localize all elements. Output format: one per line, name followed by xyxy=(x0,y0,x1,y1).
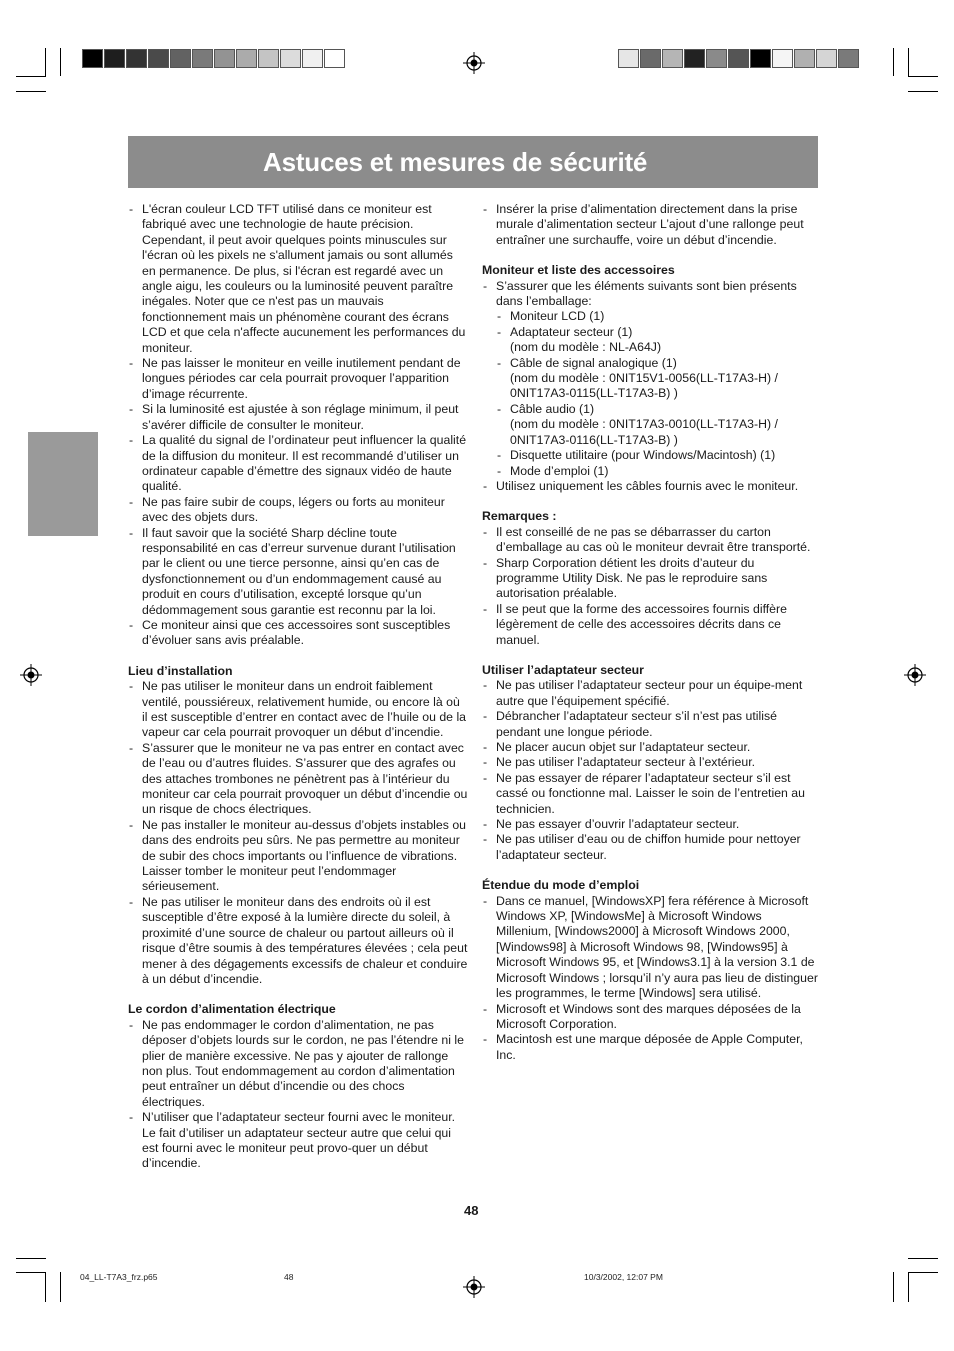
list-item: - Il faut savoir que la société Sharp décline toute responsabilité en cas d’erreur survenue durant l’utilisation par le client ou une tierce personne, ainsi qu’en cas de dysfonctionnement ou d’un endommagement causé au produit en cours d’utilisation, excepté lorsque qu’un dédommagement sous garantie est reconnu par la loi. xyxy=(128,526,468,618)
accessory-line: - Disquette utilitaire (pour Windows/Macintosh) (1) xyxy=(510,448,776,463)
color-swatch xyxy=(82,49,103,68)
cordon-list xyxy=(128,1018,468,1172)
intro-list xyxy=(128,202,468,649)
accessories-sub-list xyxy=(496,309,820,478)
list-item: - La qualité du signal de l’ordinateur peut influencer la qualité de la diffusion du moniteur. Il est recommandé d’utiliser un ordinateur capable d’émettre des signaux vidéo de haute qualité. xyxy=(128,433,468,495)
list-item: - Si la luminosité est ajustée à son réglage minimum, il peut s’avérer difficile de consulter le moniteur. xyxy=(128,402,468,433)
list-item: - N’utiliser que l’adaptateur secteur fourni avec le moniteur. Le fait d’utiliser un adaptateur secteur autre que celui qui est fourni avec le moniteur peut provo-quer un début d’incendie. xyxy=(128,1110,468,1172)
list-item: - Ne placer aucun objet sur l’adaptateur secteur. xyxy=(482,740,820,755)
accessory-line: - Câble audio (1) xyxy=(510,401,595,416)
accessory-line: 0NIT17A3-0115(LL-T17A3-B) ) xyxy=(510,386,678,401)
section-heading-adaptateur: Utiliser l’adaptateur secteur xyxy=(482,662,644,677)
list-item: - Débrancher l’adaptateur secteur s’il n’est pas utilisé pendant une longue période. xyxy=(482,709,820,740)
list-item: - Ne pas laisser le moniteur en veille inutilement pendant de longues périodes car cela pourrait provoquer l’apparition d’image récurrente. xyxy=(128,356,468,402)
color-swatch xyxy=(772,49,793,68)
title-bar xyxy=(128,136,818,188)
color-swatch xyxy=(728,49,749,68)
color-swatch xyxy=(662,49,683,68)
accessory-item xyxy=(496,325,820,356)
intro-list xyxy=(482,202,820,248)
section-heading-installation: Lieu d’installation xyxy=(128,663,233,678)
list-item: - Ne pas utiliser l’adaptateur secteur pour un équipe-ment autre que l’équipement spécifié. xyxy=(482,678,820,709)
page-title: Astuces et mesures de sécurité xyxy=(263,147,648,177)
list-item: - Ne pas installer le moniteur au-dessus d’objets instables ou dans des endroits peu sûrs. Ne pas permettre au moniteur de subir des chocs importants ou l’influence de vibrations. Laisser tomber le moniteur peut l’endommager sérieusement. xyxy=(128,818,468,895)
registration-mark-icon xyxy=(20,664,42,686)
color-swatch xyxy=(280,49,301,68)
color-swatch xyxy=(816,49,837,68)
registration-mark-icon xyxy=(904,664,926,686)
accessory-line: - Câble de signal analogique (1) xyxy=(510,355,677,370)
list-item: - Ne pas utiliser d’eau ou de chiffon humide pour nettoyer l’adaptateur secteur. xyxy=(482,832,820,863)
list-item: - Ne pas utiliser l’adaptateur secteur à l’extérieur. xyxy=(482,755,820,770)
color-swatch-strip-right xyxy=(618,49,860,68)
list-item: - S’assurer que les éléments suivants sont bien présents dans l’emballage: - Moniteur LCD (1) - Adaptateur secteur (1) (nom du modèle : NL-A64J) - Câble de signal analogique (1) (nom du modèle : 0NIT15V1-0056(LL-T17A3-H) / 0NIT17A3-0115(LL-T17A3-B) ) - Câble audio (1) (nom du modèle : 0NIT17A3-0010(LL-T17A3-H) / 0NIT17A3-0116(LL-T17A3-B) ) - Disquette utilitaire (pour Windows/Macintosh) (1) - Mode d’emploi (1) xyxy=(482,279,820,479)
color-swatch xyxy=(302,49,323,68)
color-swatch xyxy=(794,49,815,68)
list-item: - Ne pas faire subir de coups, légers ou forts au moniteur avec des objets durs. xyxy=(128,495,468,526)
color-swatch xyxy=(706,49,727,68)
etendue-list xyxy=(482,894,820,1063)
color-swatch-strip-left xyxy=(82,49,346,68)
installation-list xyxy=(128,679,468,987)
section-heading-etendue: Étendue du mode d’emploi xyxy=(482,878,640,893)
list-item: - Ne pas utiliser le moniteur dans des endroits où il est susceptible d’être exposé à la lumière directe du soleil, à proximité d’une source de chaleur ou partout ailleurs où il risque d’être soumis à des températures élevées ; cela peut mener à des dégagements excessifs de chaleur et conduire à un début d’incendie. xyxy=(128,895,468,987)
section-heading-remarques: Remarques : xyxy=(482,509,557,524)
list-item: - Microsoft et Windows sont des marques déposées de la Microsoft Corporation. xyxy=(482,1002,820,1033)
accessory-line: 0NIT17A3-0116(LL-T17A3-B) ) xyxy=(510,432,678,447)
accessory-line: (nom du modèle : 0NIT17A3-0010(LL-T17A3-H) / xyxy=(510,417,778,432)
adaptateur-list xyxy=(482,678,820,863)
registration-mark-icon xyxy=(463,1276,485,1298)
left-column xyxy=(128,202,468,1172)
color-swatch xyxy=(214,49,235,68)
color-swatch xyxy=(684,49,705,68)
footer-file: 04_LL-T7A3_frz.p65 xyxy=(80,1272,158,1282)
accessory-item xyxy=(496,402,820,448)
list-item: - Il se peut que la forme des accessoires fournis diffère légèrement de celle des accessoires décrits dans ce manuel. xyxy=(482,602,820,648)
list-item: - Ne pas utiliser le moniteur dans un endroit faiblement ventilé, poussiéreux, relativement humide, ou encore là où il est susceptible d’entrer en contact avec de l’huile ou de la vapeur car cela pourrait provoquer un début d’incendie. xyxy=(128,679,468,741)
color-swatch xyxy=(618,49,639,68)
list-item: - Ne pas essayer d’ouvrir l’adaptateur secteur. xyxy=(482,817,820,832)
color-swatch xyxy=(750,49,771,68)
list-item: - Utilisez uniquement les câbles fournis avec le moniteur. xyxy=(482,479,820,494)
list-item: - Ne pas essayer de réparer l’adaptateur secteur s’il est cassé ou fonctionne mal. Laisser le soin de l’entretien au technicien. xyxy=(482,771,820,817)
color-swatch xyxy=(324,49,345,68)
accessory-item xyxy=(496,448,820,463)
accessory-item xyxy=(496,464,820,479)
color-swatch xyxy=(104,49,125,68)
list-item: - S’assurer que le moniteur ne va pas entrer en contact avec de l’eau ou d’autres fluides. S’assurer que des agrafes ou des attaches trombones ne pénètrent pas à l’intérieur du moniteur car cela pourrait provoquer un début d’incendie ou un risque de chocs électriques. xyxy=(128,741,468,818)
color-swatch xyxy=(258,49,279,68)
accessory-line: (nom du modèle : NL-A64J) xyxy=(510,340,662,355)
color-swatch xyxy=(838,49,859,68)
right-column xyxy=(482,202,820,1063)
list-item: - Macintosh est une marque déposée de Apple Computer, Inc. xyxy=(482,1032,820,1063)
section-heading-cordon: Le cordon d’alimentation électrique xyxy=(128,1002,336,1017)
page-number: 48 xyxy=(464,1203,479,1218)
footer-datetime: 10/3/2002, 12:07 PM xyxy=(584,1272,663,1282)
color-swatch xyxy=(640,49,661,68)
accessories-list xyxy=(482,279,820,495)
color-swatch xyxy=(236,49,257,68)
registration-mark-icon xyxy=(463,52,485,74)
accessory-line: - Mode d’emploi (1) xyxy=(510,463,609,478)
list-item: - Dans ce manuel, [WindowsXP] fera référence à Microsoft Windows XP, [WindowsMe] à Microsoft Windows Millenium, [Windows2000] à Microsoft Windows 2000, [Windows98] à Microsoft Windows 98, [Windows95] à Microsoft Windows 95, et [Windows3.1] à la version 3.1 de Microsoft Windows ; lorsqu’il n’y aura pas lieu de distinguer les programmes, le terme [Windows] sera utilisé. xyxy=(482,894,820,1002)
list-item: - Ce moniteur ainsi que ces accessoires sont susceptibles d’évoluer sans avis préalable. xyxy=(128,618,468,649)
list-item: - Insérer la prise d’alimentation directement dans la prise murale d’alimentation secteur L’ajout d’une rallonge peut entraîner une surchauffe, voire un début d’incendie. xyxy=(482,202,820,248)
section-heading-accessories: Moniteur et liste des accessoires xyxy=(482,263,675,278)
remarques-list xyxy=(482,525,820,648)
list-item: - L'écran couleur LCD TFT utilisé dans ce moniteur est fabriqué avec une technologie de haute précision. Cependant, il peut avoir quelques points minuscules sur l'écran où les pixels ne s'allument jamais ou sont allumés en permanence. De plus, si l'écran est regardé avec un angle aigu, les couleurs ou la luminosité peuvent paraître inégales. Noter que ce n'est pas un mauvais fonctionnement mais un phénomène courant des écrans LCD et que cela n'affecte aucunement les performances du moniteur. xyxy=(128,202,468,356)
accessory-item xyxy=(496,309,820,324)
list-item: - Sharp Corporation détient les droits d’auteur du programme Utility Disk. Ne pas le reproduire sans autorisation préalable. xyxy=(482,556,820,602)
side-tab xyxy=(28,432,98,536)
accessory-line: (nom du modèle : 0NIT15V1-0056(LL-T17A3-H) / xyxy=(510,371,778,386)
color-swatch xyxy=(170,49,191,68)
accessory-line: - Moniteur LCD (1) xyxy=(510,309,605,324)
accessory-item xyxy=(496,356,820,402)
list-item: - Ne pas endommager le cordon d’alimentation, ne pas déposer d’objets lourds sur le cordon, ne pas l’étendre ni le plier de manière excessive. Ne pas y ajouter de rallonge non plus. Tout endommagement au cordon d’alimentation peut entraîner un début d’incendie ou des chocs électriques. xyxy=(128,1018,468,1110)
accessory-line: - Adaptateur secteur (1) xyxy=(510,324,633,339)
footer-page: 48 xyxy=(284,1272,294,1282)
color-swatch xyxy=(126,49,147,68)
color-swatch xyxy=(148,49,169,68)
list-item: - Il est conseillé de ne pas se débarrasser du carton d’emballage au cas où le moniteur devrait être transporté. xyxy=(482,525,820,556)
color-swatch xyxy=(192,49,213,68)
